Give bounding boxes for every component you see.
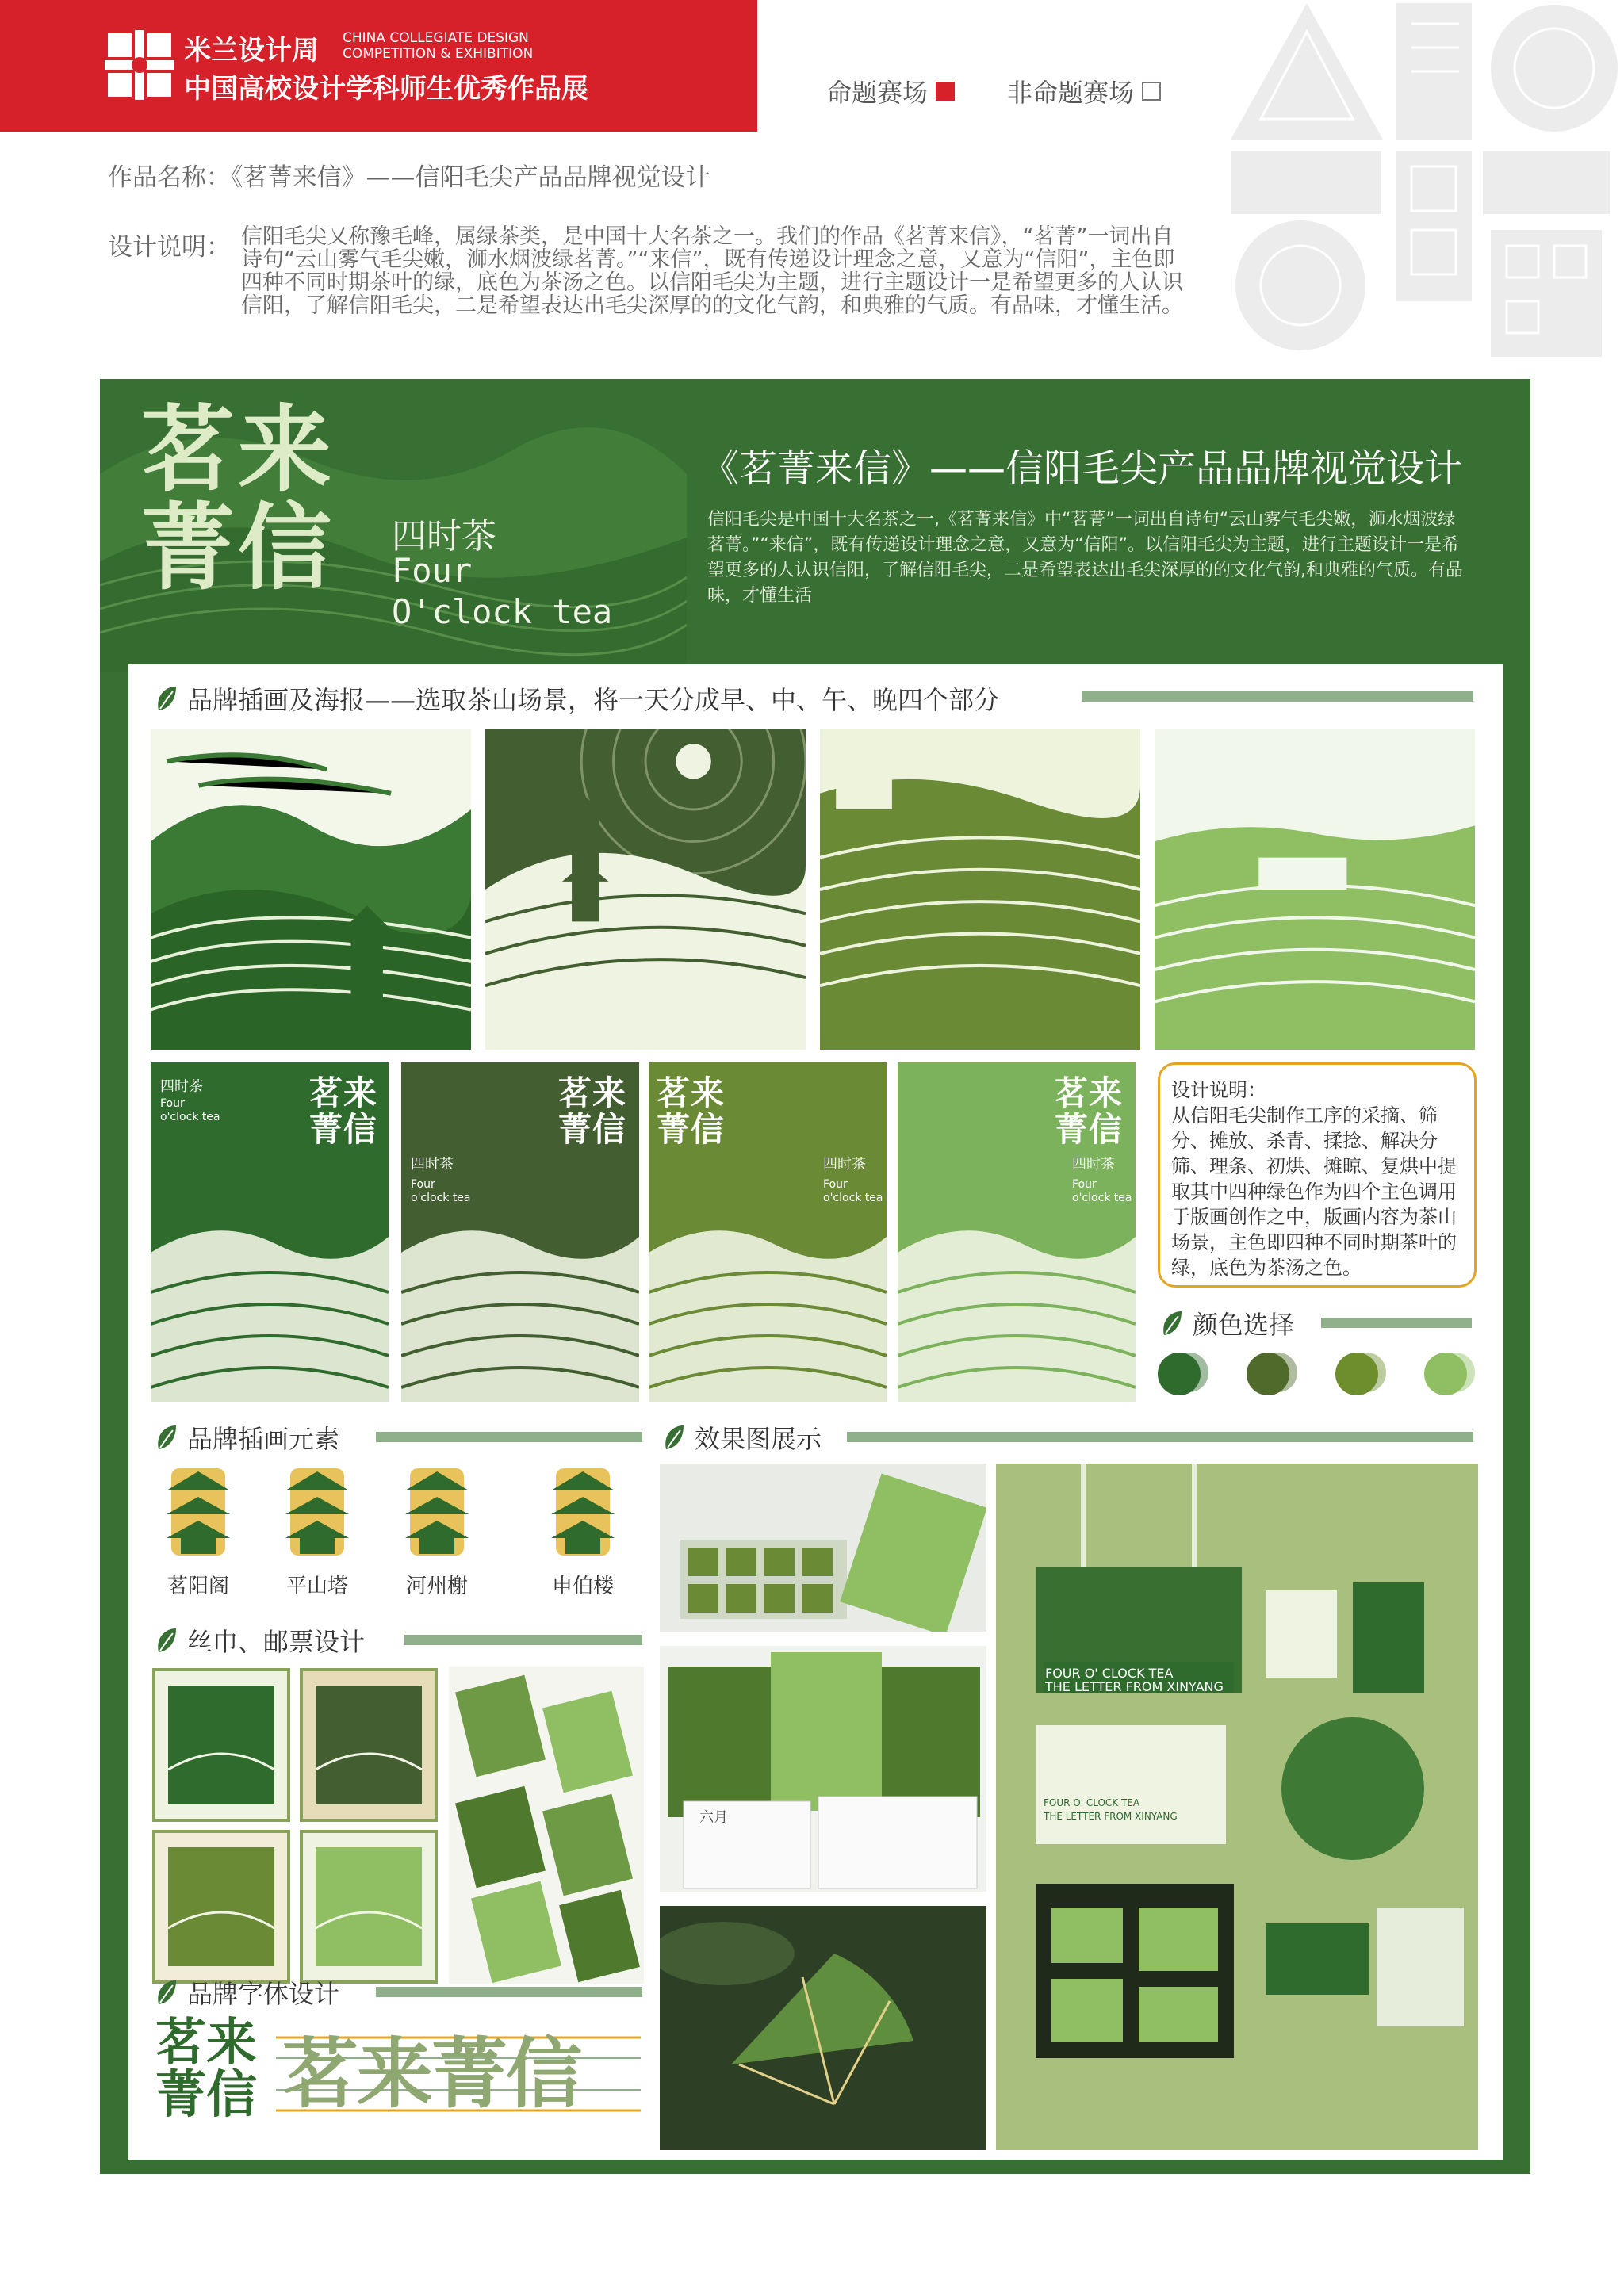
section-elements [155, 1419, 339, 1456]
pagoda-element-4 [523, 1456, 642, 1598]
mockup-packaging-set [996, 1464, 1478, 2150]
poster-brand: 茗来菁信 [558, 1073, 627, 1149]
poster-hills [649, 1205, 887, 1402]
poster-en: Four o'clock tea [823, 1178, 883, 1204]
section-divider [376, 1432, 642, 1442]
pagoda-icon [377, 1456, 496, 1559]
section-elements-title: 品牌插画元素 [187, 1424, 340, 1454]
stamp-designs [449, 1667, 644, 1984]
poster-hills [401, 1205, 639, 1402]
decorative-pattern-icon [1221, 0, 1624, 365]
section-divider [847, 1432, 1473, 1442]
poster-hills [898, 1205, 1136, 1402]
pagoda-element-1 [151, 1456, 246, 1598]
color-swatch-4 [1424, 1353, 1467, 1395]
illustration-morning [151, 729, 471, 1050]
poster-en: Four o'clock tea [1072, 1178, 1132, 1204]
pagoda-icon [270, 1456, 365, 1559]
work-name-value: 《茗菁来信》——信阳毛尖产品品牌视觉设计 [231, 163, 710, 192]
pagoda-icon [523, 1456, 642, 1559]
poster-en: Four o'clock tea [411, 1178, 471, 1204]
board-title: 《茗菁来信》——信阳毛尖产品品牌视觉设计 [701, 446, 1463, 491]
section-font [155, 1974, 339, 2011]
section-divider [376, 1987, 642, 1997]
section-illustration [155, 680, 999, 717]
section-divider [1321, 1318, 1472, 1328]
section-colors [1161, 1305, 1294, 1341]
leaf-icon [663, 1424, 685, 1451]
illustration-afternoon [820, 729, 1140, 1050]
pagoda-name: 河州榭 [405, 1575, 468, 1598]
section-scarf-title: 丝巾、邮票设计 [187, 1627, 366, 1657]
work-name [108, 157, 710, 193]
checked-box-icon [936, 82, 955, 101]
section-font-title: 品牌字体设计 [187, 1979, 340, 2009]
leaf-icon [155, 1979, 178, 2006]
brand-font-stack: 茗来菁信 [155, 2014, 257, 2125]
poster-4 [898, 1062, 1136, 1402]
illustration-evening [1155, 729, 1475, 1050]
board-intro: 信阳毛尖是中国十大名茶之一,《茗菁来信》中“茗菁”一词出自诗句“云山雾气毛尖嫩，浉水烟波绿茗菁。”“来信”，既有传递设计理念之意，又意为“信阳”。以信阳毛尖为主题，进行主题设计一是希望更多的人认识信阳，了解信阳毛尖，二是希望表达出毛尖深厚的的文化气韵,和典雅的气质。有品味，才懂生活 [707, 510, 1463, 606]
note-body: 从信阳毛尖制作工序的采摘、筛分、摊放、杀青、揉捻、解决分筛、理条、初烘、摊晾、复烘中提取其中四种绿色作为四个主色调用于版画创作之中，版画内容为茶山场景，主色即四种不同时期茶叶的绿，底色为茶汤之色。 [1171, 1104, 1457, 1279]
desc-label: 设计说明： [108, 233, 231, 262]
work-name-label: 作品名称： [108, 163, 231, 192]
leaf-icon [1161, 1310, 1183, 1337]
section-effects-title: 效果图展示 [695, 1424, 822, 1454]
mockup-fan [660, 1906, 986, 2150]
track-topic [826, 73, 955, 109]
color-swatch-3 [1335, 1353, 1378, 1395]
poster-2 [401, 1062, 639, 1402]
section-illustration-title: 品牌插画及海报——选取茶山场景，将一天分成早、中、午、晚四个部分 [187, 685, 1000, 715]
brand-logotype: 茗来菁信 [141, 395, 335, 603]
pagoda-name: 平山塔 [285, 1575, 348, 1598]
illustration-noon [485, 729, 806, 1050]
calendar-month: 六月 [699, 1809, 728, 1826]
poster-brand: 茗来菁信 [309, 1073, 378, 1149]
poster-3 [649, 1062, 887, 1402]
brand-font-wide [276, 2026, 641, 2122]
week-title-en: CHINA COLLEGIATE DESIGN COMPETITION & EXHIBITION [343, 30, 534, 62]
track-free-label: 非命题赛场 [1007, 78, 1135, 108]
card-tagline: FOUR O' CLOCK TEA THE LETTER FROM XINYANG [1044, 1797, 1178, 1822]
pagoda-name: 茗阳阁 [167, 1575, 229, 1598]
poster-sub: 四时茶 [1072, 1156, 1115, 1173]
unchecked-box-icon [1142, 82, 1161, 101]
pagoda-name: 申伯楼 [551, 1575, 614, 1598]
poster-en: Four o'clock tea [160, 1097, 220, 1123]
track-topic-label: 命题赛场 [826, 78, 929, 108]
poster-1 [151, 1062, 389, 1402]
leaf-icon [155, 1627, 178, 1654]
mockup-calendar [660, 1646, 986, 1892]
poster-sub: 四时茶 [160, 1078, 203, 1095]
mockup-tea-box [660, 1464, 986, 1632]
poster-hills [151, 1205, 389, 1402]
week-title-cn: 米兰设计周 [184, 35, 319, 67]
poster-brand: 茗来菁信 [1055, 1073, 1124, 1149]
poster-sub: 四时茶 [411, 1156, 454, 1173]
color-swatch-2 [1247, 1353, 1289, 1395]
design-note-box [1158, 1062, 1477, 1288]
section-colors-title: 颜色选择 [1193, 1310, 1295, 1340]
brand-sub-en: Four O'clock tea [392, 551, 613, 631]
pagoda-element-3 [377, 1456, 496, 1598]
brand-font-wide-text: 茗来菁信 [282, 2030, 580, 2118]
brand-sub-cn: 四时茶 [392, 516, 496, 557]
section-effects [663, 1419, 822, 1456]
design-description: 信阳毛尖又称豫毛峰，属绿茶类，是中国十大名茶之一。我们的作品《茗菁来信》，“茗菁”一词出自诗句“云山雾气毛尖嫩，浉水烟波绿茗菁。”“来信”，既有传递设计理念之意，又意为“信阳”，主色即四种不同时期茶叶的绿，底色为茶汤之色。以信阳毛尖为主题，进行主题设计一是希望更多的人认识信阳，了解信阳毛尖，二是希望表达出毛尖深厚的的文化气韵，和典雅的气质。有品味，才懂生活。 [241, 224, 1183, 318]
poster-sub: 四时茶 [823, 1156, 866, 1173]
pagoda-element-2 [270, 1456, 365, 1598]
section-scarf [155, 1622, 365, 1659]
section-divider [1082, 691, 1473, 702]
section-divider [404, 1635, 642, 1645]
color-swatch-1 [1158, 1353, 1201, 1395]
note-title: 设计说明： [1171, 1079, 1266, 1101]
track-free [1007, 73, 1161, 109]
leaf-icon [155, 685, 178, 712]
pagoda-icon [151, 1456, 246, 1559]
bag-tagline: FOUR O' CLOCK TEA THE LETTER FROM XINYANG [1045, 1666, 1224, 1694]
poster-brand: 茗来菁信 [657, 1073, 726, 1149]
milan-design-week-logo-icon [105, 30, 174, 100]
leaf-icon [155, 1424, 178, 1451]
scarf-designs [151, 1667, 439, 1984]
exhibition-title: 中国高校设计学科师生优秀作品展 [184, 73, 588, 105]
